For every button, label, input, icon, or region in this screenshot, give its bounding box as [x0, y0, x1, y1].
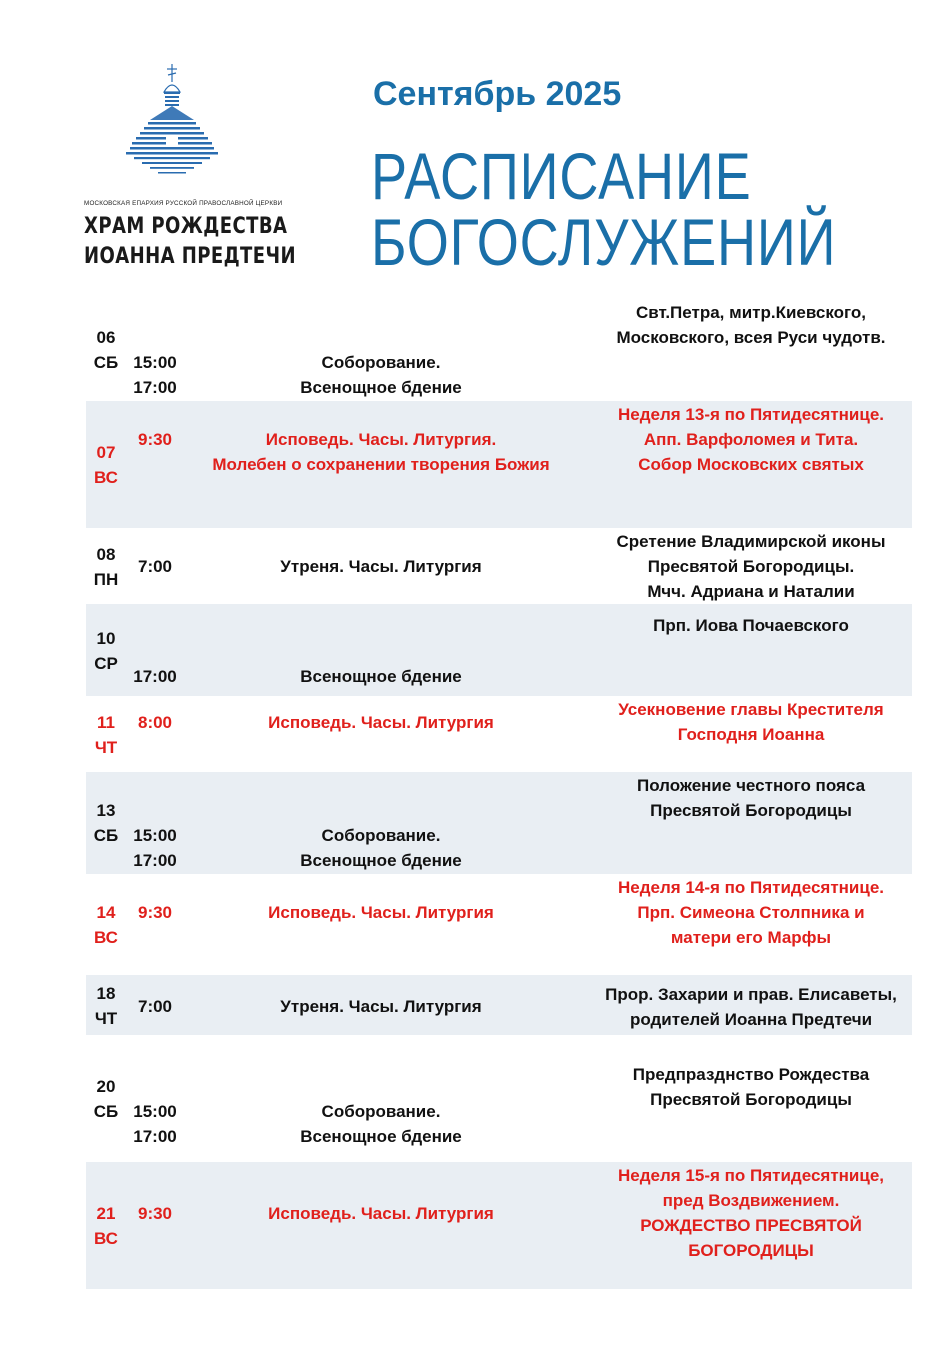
date-cell	[86, 900, 126, 950]
services-cell	[196, 994, 566, 1019]
date-number: 08	[96, 545, 116, 564]
service-name: Всенощное бдение	[300, 378, 462, 397]
weekday: СБ	[93, 1102, 119, 1121]
feast-cell	[576, 1163, 926, 1263]
schedule-row	[86, 874, 912, 975]
feast-line: матери его Марфы	[670, 928, 832, 947]
service-time: 9:30	[137, 1204, 173, 1223]
service-name: Исповедь. Часы. Литургия	[268, 903, 494, 922]
date-number: 14	[96, 903, 116, 922]
feast-line: Мчч. Адриана и Наталии	[647, 582, 855, 601]
church-name-line: ИОАННА ПРЕДТЕЧИ	[84, 244, 297, 269]
feast-line: Предпразднство Рождества	[632, 1065, 870, 1084]
feast-line: пред Воздвижением.	[662, 1191, 840, 1210]
services-cell	[196, 664, 566, 689]
feast-cell	[576, 613, 926, 638]
feast-line: Прп. Симеона Столпника и	[637, 903, 865, 922]
services-cell	[196, 427, 566, 477]
times-cell	[126, 554, 184, 579]
schedule-row	[86, 528, 912, 604]
date-cell	[86, 710, 126, 760]
feast-line: Господня Иоанна	[677, 725, 825, 744]
feast-line: Неделя 15-я по Пятидесятнице,	[618, 1166, 884, 1185]
feast-line: Неделя 13-я по Пятидесятнице.	[618, 405, 884, 424]
feast-cell	[576, 875, 926, 950]
services-cell	[196, 350, 566, 400]
service-time: 15:00	[133, 1102, 177, 1121]
weekday: СР	[94, 654, 118, 673]
schedule-row	[86, 696, 912, 772]
schedule-row	[86, 772, 912, 874]
weekday: ПН	[93, 570, 119, 589]
weekday: ВС	[94, 928, 118, 947]
date-number: 13	[96, 801, 116, 820]
date-cell	[86, 1201, 126, 1251]
eparchy-caption: МОСКОВСКАЯ ЕПАРХИЯ РУССКОЙ ПРАВОСЛАВНОЙ ЦЕРКВИ	[84, 200, 283, 207]
feast-line: БОГОРОДИЦЫ	[688, 1241, 814, 1260]
times-cell	[126, 1099, 184, 1149]
times-cell	[126, 664, 184, 689]
service-time: 7:00	[137, 997, 173, 1016]
feast-line: Сретение Владимирской иконы	[616, 532, 886, 551]
service-name: Всенощное бдение	[300, 851, 462, 870]
feast-line: Пресвятой Богородицы.	[647, 557, 855, 576]
times-cell	[126, 1201, 184, 1226]
services-cell	[196, 823, 566, 873]
service-name: Соборование.	[321, 826, 441, 845]
date-cell	[86, 981, 126, 1031]
date-cell	[86, 542, 126, 592]
schedule-row	[86, 1035, 912, 1162]
feast-cell	[576, 1062, 926, 1112]
service-name: Всенощное бдение	[300, 1127, 462, 1146]
date-number: 11	[97, 713, 115, 732]
feast-line: РОЖДЕСТВО ПРЕСВЯТОЙ	[640, 1216, 862, 1235]
feast-line: Прор. Захарии и прав. Елисаветы,	[605, 985, 897, 1004]
feast-line: Московского, всея Руси чудотв.	[616, 328, 886, 347]
services-cell	[196, 1201, 566, 1226]
weekday: ВС	[94, 468, 118, 487]
feast-line: Свт.Петра, митр.Киевского,	[636, 303, 866, 322]
service-name: Молебен о сохранении творения Божия	[212, 455, 550, 474]
schedule-row	[86, 975, 912, 1035]
services-cell	[196, 710, 566, 735]
feast-line: родителей Иоанна Предтечи	[629, 1010, 873, 1029]
times-cell	[126, 710, 184, 735]
feast-line: Неделя 14-я по Пятидесятнице.	[618, 878, 884, 897]
church-emblem-icon	[126, 62, 218, 184]
feast-line: Усекновение главы Крестителя	[618, 700, 884, 719]
weekday: ВС	[94, 1229, 118, 1248]
service-name: Исповедь. Часы. Литургия.	[265, 430, 497, 449]
feast-cell	[576, 529, 926, 604]
page-title	[371, 139, 837, 279]
service-time: 15:00	[133, 826, 177, 845]
weekday: СБ	[93, 353, 119, 372]
date-number: 10	[96, 629, 116, 648]
service-name: Соборование.	[321, 353, 441, 372]
services-cell	[196, 554, 566, 579]
date-cell	[86, 440, 126, 490]
weekday: ЧТ	[94, 1009, 118, 1028]
date-number: 21	[96, 1204, 116, 1223]
date-cell	[86, 325, 126, 375]
feast-line: Положение честного пояса	[636, 776, 866, 795]
times-cell	[126, 900, 184, 925]
times-cell	[126, 427, 184, 452]
service-time: 17:00	[133, 851, 177, 870]
schedule-row	[86, 300, 912, 401]
schedule-row	[86, 1162, 912, 1289]
service-time: 9:30	[137, 903, 173, 922]
service-time: 17:00	[133, 378, 177, 397]
church-name	[84, 212, 297, 272]
feast-cell	[576, 982, 926, 1032]
church-name-line: ХРАМ РОЖДЕСТВА	[84, 214, 288, 239]
date-cell	[86, 626, 126, 676]
date-number: 07	[96, 443, 116, 462]
feast-cell	[576, 300, 926, 350]
service-name: Исповедь. Часы. Литургия	[268, 713, 494, 732]
date-number: 18	[96, 984, 116, 1003]
weekday: ЧТ	[94, 738, 118, 757]
service-name: Утреня. Часы. Литургия	[280, 557, 482, 576]
feast-line: Пресвятой Богородицы	[650, 1090, 852, 1109]
title-line: БОГОСЛУЖЕНИЙ	[371, 205, 837, 279]
services-cell	[196, 1099, 566, 1149]
service-time: 8:00	[137, 713, 173, 732]
service-name: Соборование.	[321, 1102, 441, 1121]
date-number: 20	[96, 1077, 116, 1096]
times-cell	[126, 350, 184, 400]
schedule-row	[86, 401, 912, 528]
schedule-row	[86, 604, 912, 696]
feast-cell	[576, 402, 926, 477]
date-cell	[86, 1074, 126, 1124]
service-time: 9:30	[137, 430, 173, 449]
services-cell	[196, 900, 566, 925]
feast-line: Собор Московских святых	[638, 455, 864, 474]
feast-cell	[576, 773, 926, 823]
times-cell	[126, 994, 184, 1019]
service-time: 17:00	[133, 667, 177, 686]
feast-line: Прп. Иова Почаевского	[653, 616, 849, 635]
feast-line: Пресвятой Богородицы	[650, 801, 852, 820]
service-name: Исповедь. Часы. Литургия	[268, 1204, 494, 1223]
month-heading: Сентябрь 2025	[373, 75, 622, 113]
church-logo	[84, 62, 297, 277]
service-name: Всенощное бдение	[300, 667, 462, 686]
feast-line: Апп. Варфоломея и Тита.	[643, 430, 859, 449]
service-name: Утреня. Часы. Литургия	[280, 997, 482, 1016]
feast-cell	[576, 697, 926, 747]
times-cell	[126, 823, 184, 873]
title-line: РАСПИСАНИЕ	[371, 139, 752, 213]
service-time: 7:00	[137, 557, 173, 576]
date-cell	[86, 798, 126, 848]
service-time: 15:00	[133, 353, 177, 372]
weekday: СБ	[93, 826, 119, 845]
service-time: 17:00	[133, 1127, 177, 1146]
date-number: 06	[96, 328, 116, 347]
